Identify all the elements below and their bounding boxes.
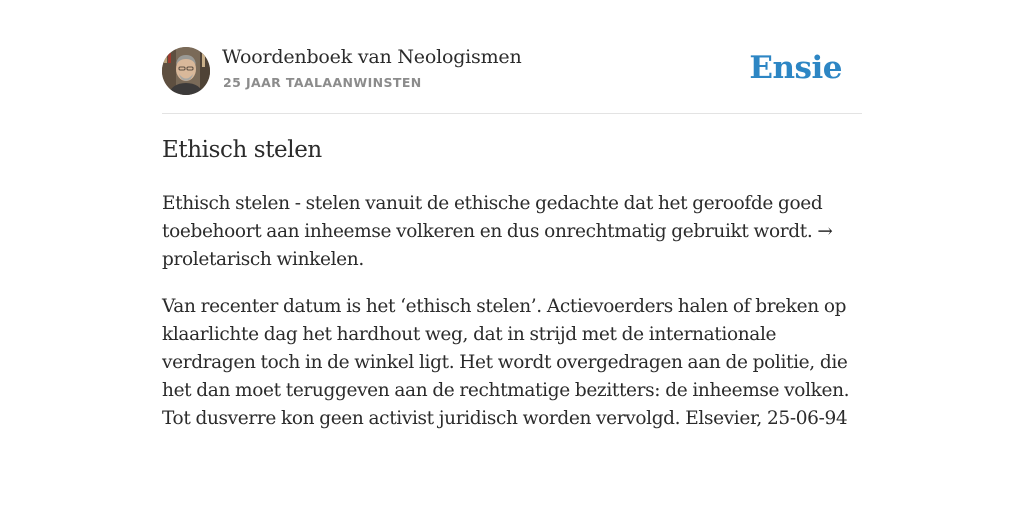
ensie-logo[interactable]: Ensie bbox=[749, 50, 842, 86]
header-divider bbox=[162, 113, 862, 114]
dictionary-title[interactable]: Woordenboek van Neologismen bbox=[222, 46, 522, 68]
site-header bbox=[162, 46, 862, 96]
entry-paragraph-quote: Van recenter datum is het ‘ethisch stelen’. Actievoerders halen of breken op klaarlichte dag het hardhout weg, dat in strijd met de internationale verdragen toch in de winkel ligt. Het wordt overgedragen aan de politie, die het dan moet teruggeven aan de rechtmatige bezitters: de inheemse volken. Tot dusverre kon geen activist juridisch worden vervolgd. Elsevier, 25-06-94 bbox=[162, 296, 850, 429]
entry-title: Ethisch stelen bbox=[162, 137, 322, 163]
dictionary-subtitle: 25 JAAR TAALAANWINSTEN bbox=[223, 75, 422, 90]
author-avatar[interactable] bbox=[162, 47, 210, 95]
person-portrait-icon bbox=[162, 47, 210, 95]
entry-paragraph-definition: Ethisch stelen - stelen vanuit de ethische gedachte dat het geroofde goed toebehoort aan inheemse volkeren en dus onrechtmatig gebruikt wordt. → proletarisch winkelen. bbox=[162, 193, 833, 270]
entry-content bbox=[162, 190, 862, 452]
